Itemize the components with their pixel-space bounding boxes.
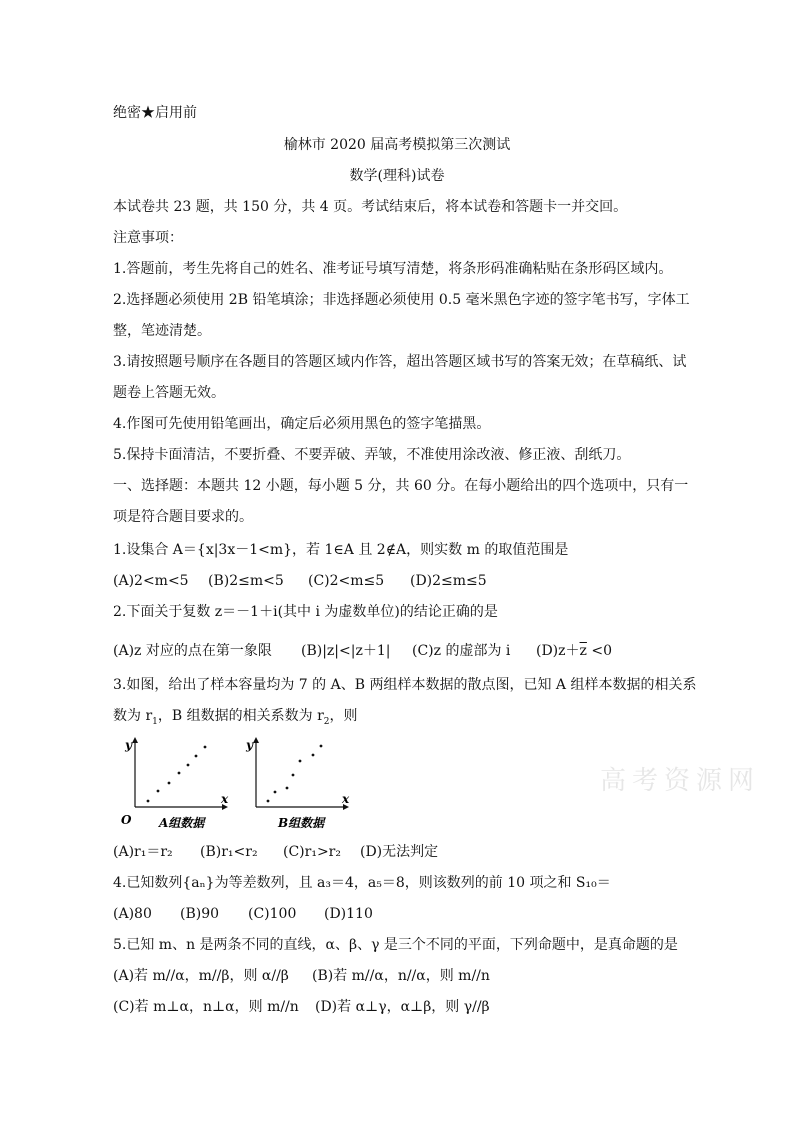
b-y-arrow (253, 737, 259, 743)
q5-option-d: (D)若 α⊥γ，α⊥β，则 γ//β (315, 999, 490, 1015)
a-point (178, 772, 181, 775)
q1-stem: 1.设集合 A＝{x|3x－1<m}，若 1∈A 且 2∉A，则实数 m 的取值范围是 (113, 542, 569, 558)
a-point (157, 790, 160, 793)
note-4: 4.作图可先使用铅笔画出，确定后必须用黑色的签字笔描黑。 (113, 416, 491, 432)
a-point (168, 782, 171, 785)
notes-title: 注意事项： (113, 230, 183, 246)
q1-option-c: (C)2<m≤5 (308, 573, 385, 589)
exam-title: 榆林市 2020 届高考模拟第三次测试 (283, 137, 511, 153)
q5-option-a: (A)若 m//α，m//β，则 α//β (113, 968, 289, 984)
note-2-line2: 整，笔迹清楚。 (113, 323, 211, 339)
intro-text: 本试卷共 23 题，共 150 分，共 4 页。考试结束后，将本试卷和答题卡一并交回。 (113, 199, 628, 215)
q4-option-c: (C)100 (248, 906, 297, 922)
watermark: 高考资源网 (600, 766, 761, 796)
a-point (147, 800, 150, 803)
b-point (299, 760, 302, 763)
q1-option-d: (D)2≤m≤5 (410, 573, 487, 589)
b-point (292, 774, 295, 777)
q5-option-b: (B)若 m//α，n//α，则 m//n (312, 968, 490, 984)
b-point (312, 754, 315, 757)
q1-option-a: (A)2<m<5 (113, 573, 189, 589)
note-1: 1.答题前，考生先将自己的姓名、准考证号填写清楚，将条形码准确粘贴在条形码区域内。 (113, 261, 673, 277)
q5-option-c: (C)若 m⊥α，n⊥α，则 m//n (113, 999, 299, 1015)
q3-scatter-figure (112, 735, 362, 835)
a-y-label: y (125, 738, 132, 752)
section-1-heading: 一、选择题：本题共 12 小题，每小题 5 分，共 60 分。在每小题给出的四个选项中，只有一 (113, 478, 689, 494)
a-points (147, 746, 207, 803)
q4-option-a: (A)80 (113, 906, 152, 922)
b-point (320, 745, 323, 748)
q3-option-c: (C)r₁>r₂ (283, 844, 341, 860)
q2-stem: 2.下面关于复数 z＝－1＋i(其中 i 为虚数单位)的结论正确的是 (113, 604, 498, 620)
q2-option-a: (A)z 对应的点在第一象限 (113, 643, 272, 659)
q5-stem: 5.已知 m、n 是两条不同的直线，α、β、γ 是三个不同的平面，下列命题中，是真命题的是 (113, 937, 678, 953)
q3-option-a: (A)r₁＝r₂ (113, 844, 173, 860)
a-point (195, 755, 198, 758)
q3-option-d: (D)无法判定 (360, 844, 439, 860)
a-origin-label: O (121, 813, 132, 827)
note-3-line2: 题卷上答题无效。 (113, 385, 225, 401)
b-x-label: x (342, 792, 350, 806)
a-point (187, 764, 190, 767)
q4-stem: 4.已知数列{aₙ}为等差数列，且 a₃＝4，a₅＝8，则该数列的前 10 项之和 S₁₀＝ (113, 875, 611, 891)
q4-option-d: (D)110 (324, 906, 373, 922)
a-point (204, 746, 207, 749)
q3-stem-line2: 数为 $r_1$，B 组数据的相关系数为 $r_2$，则 (113, 708, 358, 727)
b-points (267, 745, 323, 803)
exam-subject: 数学(理科)试卷 (349, 168, 445, 184)
a-caption: A组数据 (159, 816, 205, 830)
q2-option-c: (C)z 的虚部为 i (412, 643, 511, 659)
note-3-line1: 3.请按照题号顺序在各题目的答题区域内作答，超出答题区域书写的答案无效；在草稿纸、试 (113, 354, 687, 370)
section-1-heading-cont: 项是符合题目要求的。 (113, 509, 253, 525)
note-5: 5.保持卡面清洁，不要折叠、不要弄破、弄皱，不准使用涂改液、修正液、刮纸刀。 (113, 447, 631, 463)
q2-option-d: $(D)z+\overline{z} <0$ (536, 643, 613, 659)
b-caption: B组数据 (278, 816, 325, 830)
z-conjugate: $\overline{z}$ (579, 643, 587, 659)
q4-option-b: (B)90 (180, 906, 220, 922)
q2-option-b: (B)|z|<|z＋1| (301, 643, 391, 659)
a-y-arrow (132, 737, 138, 743)
q3-option-b: (B)r₁<r₂ (200, 844, 258, 860)
b-point (267, 800, 270, 803)
q1-option-b: (B)2≤m<5 (208, 573, 284, 589)
note-2-line1: 2.选择题必须使用 2B 铅笔填涂；非选择题必须使用 0.5 毫米黑色字迹的签字笔书写，字体工 (113, 292, 690, 308)
q3-stem-line1: 3.如图，给出了样本容量均为 7 的 A、B 两组样本数据的散点图，已知 A 组样本数据的相关系 (113, 677, 697, 693)
secret-label: 绝密★启用前 (113, 105, 197, 121)
b-y-label: y (246, 738, 253, 752)
b-point (286, 787, 289, 790)
b-point (274, 791, 277, 794)
a-x-label: x (221, 792, 229, 806)
